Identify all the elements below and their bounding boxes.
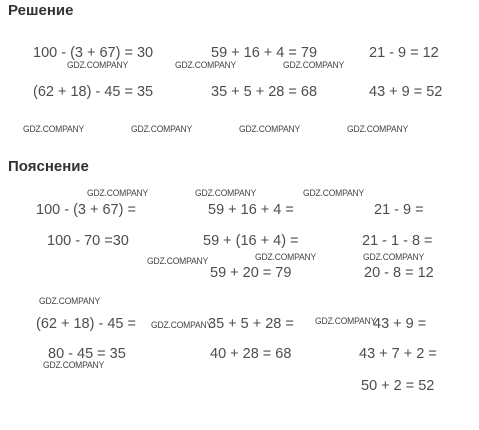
solution-heading: Решение bbox=[8, 2, 74, 19]
explanation-expr: 59 + 20 = 79 bbox=[210, 265, 292, 281]
explanation-heading: Пояснение bbox=[8, 158, 89, 175]
explanation-expr: 21 - 9 = bbox=[374, 202, 424, 218]
solution-expr: (62 + 18) - 45 = 35 bbox=[33, 84, 154, 100]
watermark: GDZ.COMPANY bbox=[283, 60, 345, 71]
watermark: GDZ.COMPANY bbox=[67, 60, 129, 71]
explanation-expr: 80 - 45 = 35 bbox=[48, 346, 126, 362]
watermark: GDZ.COMPANY bbox=[87, 188, 149, 199]
explanation-expr: 21 - 1 - 8 = bbox=[362, 233, 433, 249]
watermark: GDZ.COMPANY bbox=[315, 316, 377, 327]
explanation-expr: 20 - 8 = 12 bbox=[364, 265, 434, 281]
solution-expr: 59 + 16 + 4 = 79 bbox=[211, 45, 318, 61]
watermark: GDZ.COMPANY bbox=[347, 124, 409, 135]
watermark: GDZ.COMPANY bbox=[195, 188, 257, 199]
watermark: GDZ.COMPANY bbox=[175, 60, 237, 71]
watermark: GDZ.COMPANY bbox=[303, 188, 365, 199]
explanation-expr: 35 + 5 + 28 = bbox=[208, 316, 294, 332]
explanation-expr: 50 + 2 = 52 bbox=[361, 378, 435, 394]
explanation-expr: 59 + (16 + 4) = bbox=[203, 233, 299, 249]
explanation-expr: 43 + 9 = bbox=[373, 316, 427, 332]
explanation-expr: (62 + 18) - 45 = bbox=[36, 316, 136, 332]
watermark: GDZ.COMPANY bbox=[147, 256, 209, 267]
explanation-expr: 59 + 16 + 4 = bbox=[208, 202, 294, 218]
explanation-expr: 40 + 28 = 68 bbox=[210, 346, 292, 362]
watermark: GDZ.COMPANY bbox=[363, 252, 425, 263]
watermark: GDZ.COMPANY bbox=[239, 124, 301, 135]
watermark: GDZ.COMPANY bbox=[151, 320, 213, 331]
solution-expr: 43 + 9 = 52 bbox=[369, 84, 443, 100]
solution-expr: 21 - 9 = 12 bbox=[369, 45, 439, 61]
watermark: GDZ.COMPANY bbox=[255, 252, 317, 263]
watermark: GDZ.COMPANY bbox=[43, 360, 105, 371]
watermark: GDZ.COMPANY bbox=[23, 124, 85, 135]
explanation-expr: 100 - 70 =30 bbox=[47, 233, 129, 249]
explanation-expr: 43 + 7 + 2 = bbox=[359, 346, 437, 362]
watermark: GDZ.COMPANY bbox=[39, 296, 101, 307]
solution-expr: 100 - (3 + 67) = 30 bbox=[33, 45, 154, 61]
explanation-expr: 100 - (3 + 67) = bbox=[36, 202, 136, 218]
watermark: GDZ.COMPANY bbox=[131, 124, 193, 135]
solution-expr: 35 + 5 + 28 = 68 bbox=[211, 84, 318, 100]
